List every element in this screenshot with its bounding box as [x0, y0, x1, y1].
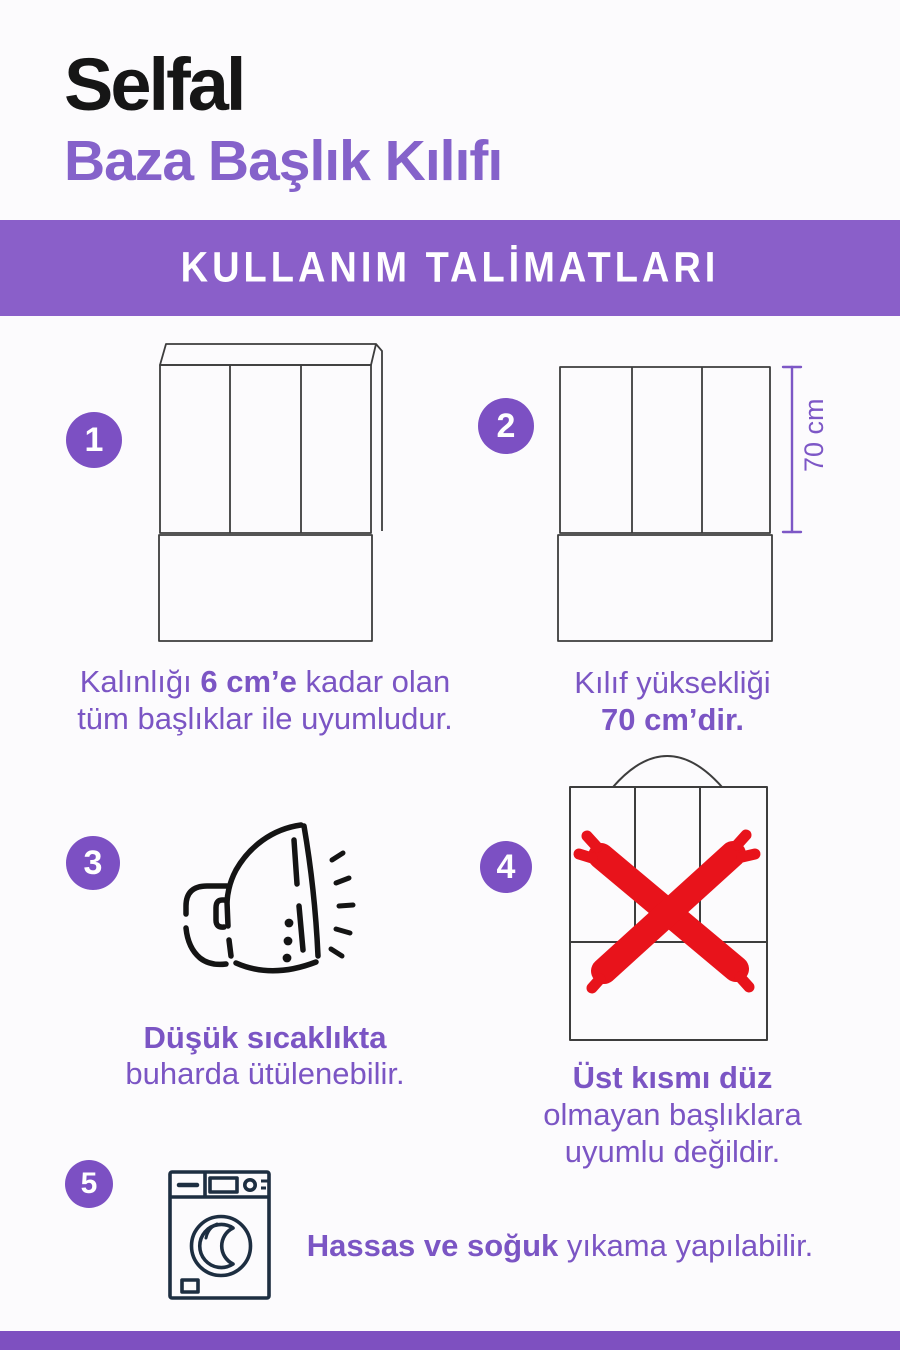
step-5-caption: [280, 1227, 840, 1264]
step-1-caption-pre: Kalınlığı: [79, 664, 201, 699]
footer-bar: [0, 1331, 900, 1350]
measure-label: 70 cm: [799, 398, 829, 472]
step-1-caption-post: kadar olan: [296, 664, 451, 699]
step-3-caption-bold: Düşük sıcaklıkta: [143, 1020, 387, 1055]
headboard-3d-icon: [159, 344, 382, 641]
step-2-caption-line1: Kılıf yüksekliği: [574, 665, 771, 700]
iron-dots: [283, 919, 294, 963]
step-5-number: 5: [80, 1167, 98, 1200]
step-1-caption-line2: tüm başlıklar ile uyumludur.: [77, 701, 453, 736]
step-1-caption: [35, 663, 495, 737]
step-4-number: 4: [496, 847, 516, 886]
step-2-caption-bold: 70 cm’dir.: [600, 702, 745, 737]
step-1-number: 1: [84, 420, 104, 459]
step-3-number: 3: [83, 843, 103, 882]
step-2-number: 2: [496, 406, 516, 445]
banner-title: KULLANIM TALİMATLARI: [180, 243, 720, 291]
steam-lines-icon: [331, 853, 353, 956]
step-3-caption-line2: buharda ütülenebilir.: [125, 1056, 405, 1091]
step-5-caption-bold: Hassas ve soğuk: [306, 1228, 559, 1263]
brand-logo: Selfal: [64, 43, 244, 126]
step-4-caption-bold: Üst kısmı düz: [572, 1060, 773, 1095]
red-x-icon: [579, 835, 755, 988]
iron-icon: [186, 825, 318, 971]
step-1-caption-bold: 6 cm’e: [200, 664, 297, 699]
step-3-caption: [35, 1020, 495, 1092]
washing-machine-icon: [170, 1172, 269, 1298]
step-4-caption-line3: uyumlu değildir.: [564, 1134, 781, 1169]
step-4-caption: [450, 1059, 895, 1170]
step-2-caption: [455, 664, 890, 738]
product-title: Baza Başlık Kılıfı: [64, 129, 503, 193]
step-5-caption-rest: yıkama yapılabilir.: [558, 1228, 814, 1263]
headboard-front-icon: [558, 367, 772, 641]
step-4-caption-line2: olmayan başlıklara: [543, 1097, 802, 1132]
